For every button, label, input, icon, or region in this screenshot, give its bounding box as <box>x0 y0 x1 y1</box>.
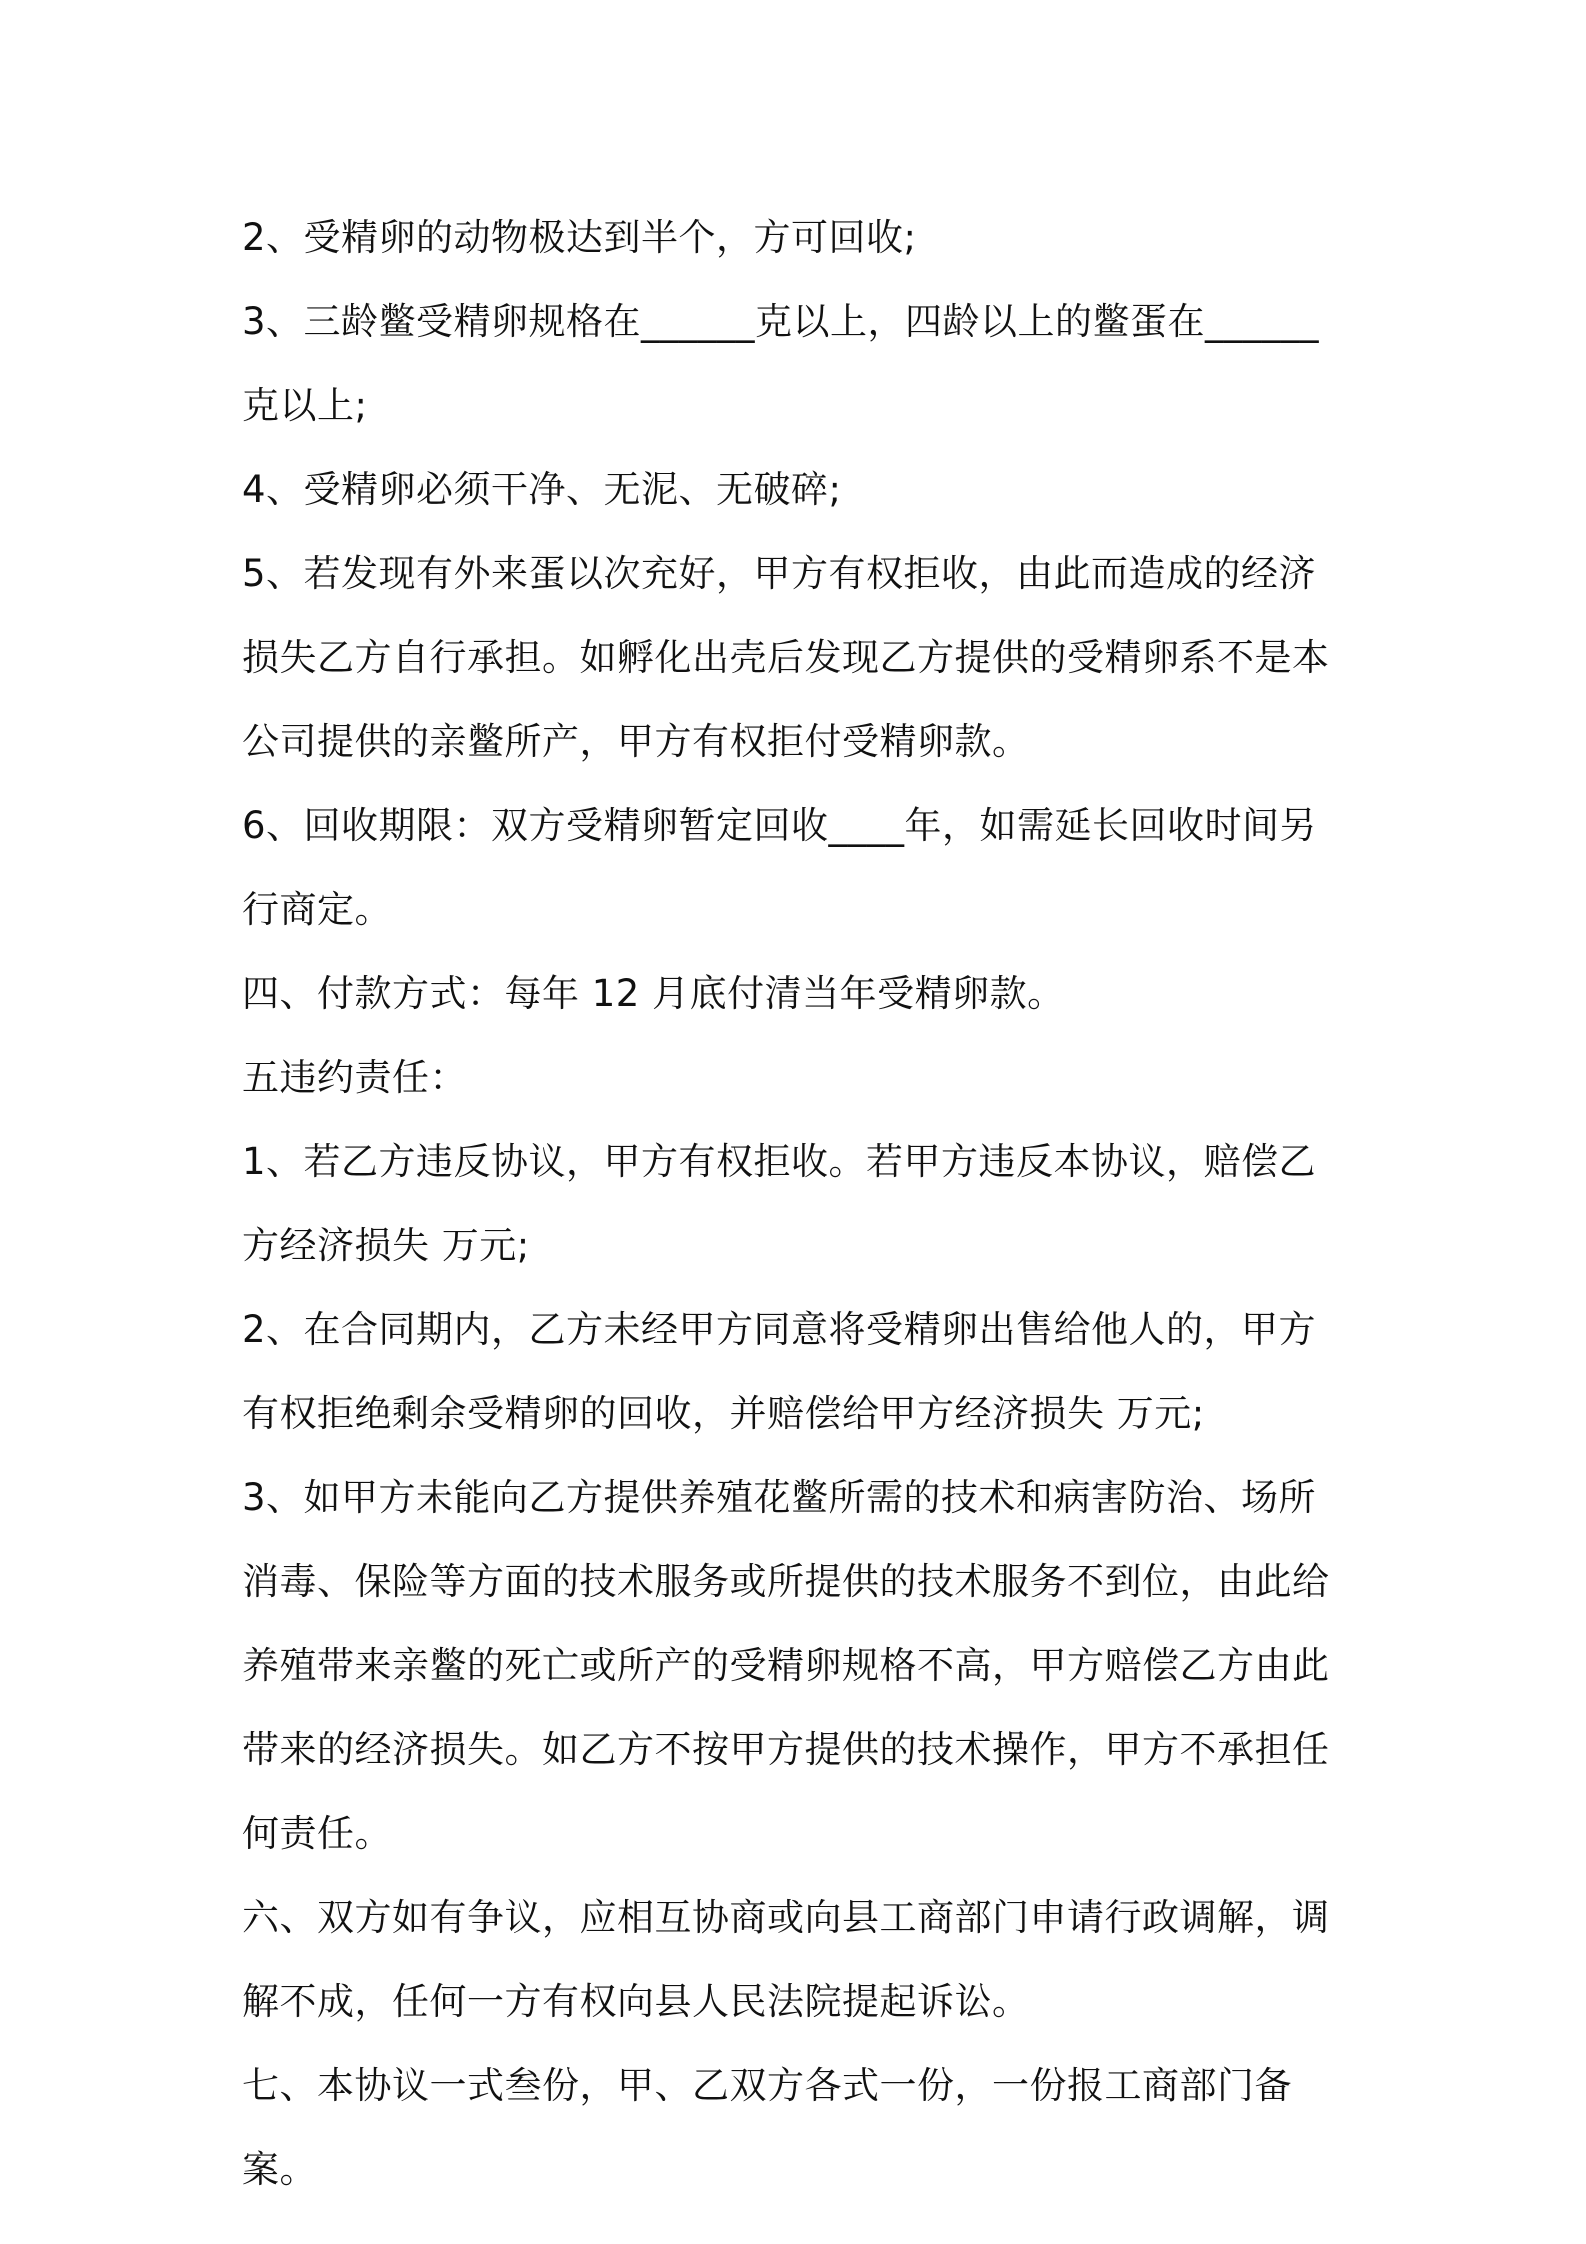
clause-egg-cleanliness: 4、受精卵必须干净、无泥、无破碎; <box>242 468 842 511</box>
clause-breach-3: 3、如甲方未能向乙方提供养殖花鳖所需的技术和病害防治、场所消毒、保险等方面的技术服务或所提供的技术服务不到位，由此给养殖带来亲鳖的死亡或所产的受精卵规格不高，甲方赔偿乙方由此带来的经济损失。如乙方不按甲方提供的技术操作，甲方不承担任何责任。 <box>242 1476 1330 1855</box>
clause-egg-weight: 3、三龄鳖受精卵规格在______克以上，四龄以上的鳖蛋在______克以上; <box>242 300 1320 427</box>
clause-egg-maturity: 2、受精卵的动物极达到半个，方可回收; <box>242 216 917 259</box>
document-body <box>242 196 1352 2212</box>
clause-collection-period: 6、回收期限：双方受精卵暂定回收____年，如需延长回收时间另行商定。 <box>242 804 1318 931</box>
section-payment-method: 四、付款方式：每年 12 月底付清当年受精卵款。 <box>242 972 1065 1015</box>
section-dispute-resolution: 六、双方如有争议，应相互协商或向县工商部门申请行政调解，调解不成，任何一方有权向县人民法院提起诉讼。 <box>242 1896 1330 2023</box>
clause-breach-1: 1、若乙方违反协议，甲方有权拒收。若甲方违反本协议，赔偿乙方经济损失 万元; <box>242 1140 1317 1267</box>
clause-foreign-eggs: 5、若发现有外来蛋以次充好，甲方有权拒收，由此而造成的经济损失乙方自行承担。如孵化出壳后发现乙方提供的受精卵系不是本公司提供的亲鳖所产，甲方有权拒付受精卵款。 <box>242 552 1330 763</box>
section-breach-liability-heading: 五违约责任： <box>242 1056 467 1099</box>
clause-breach-2: 2、在合同期内，乙方未经甲方同意将受精卵出售给他人的，甲方有权拒绝剩余受精卵的回收，并赔偿给甲方经济损失 万元; <box>242 1308 1317 1435</box>
section-copies: 七、本协议一式叁份，甲、乙双方各式一份，一份报工商部门备案。 <box>242 2064 1292 2191</box>
